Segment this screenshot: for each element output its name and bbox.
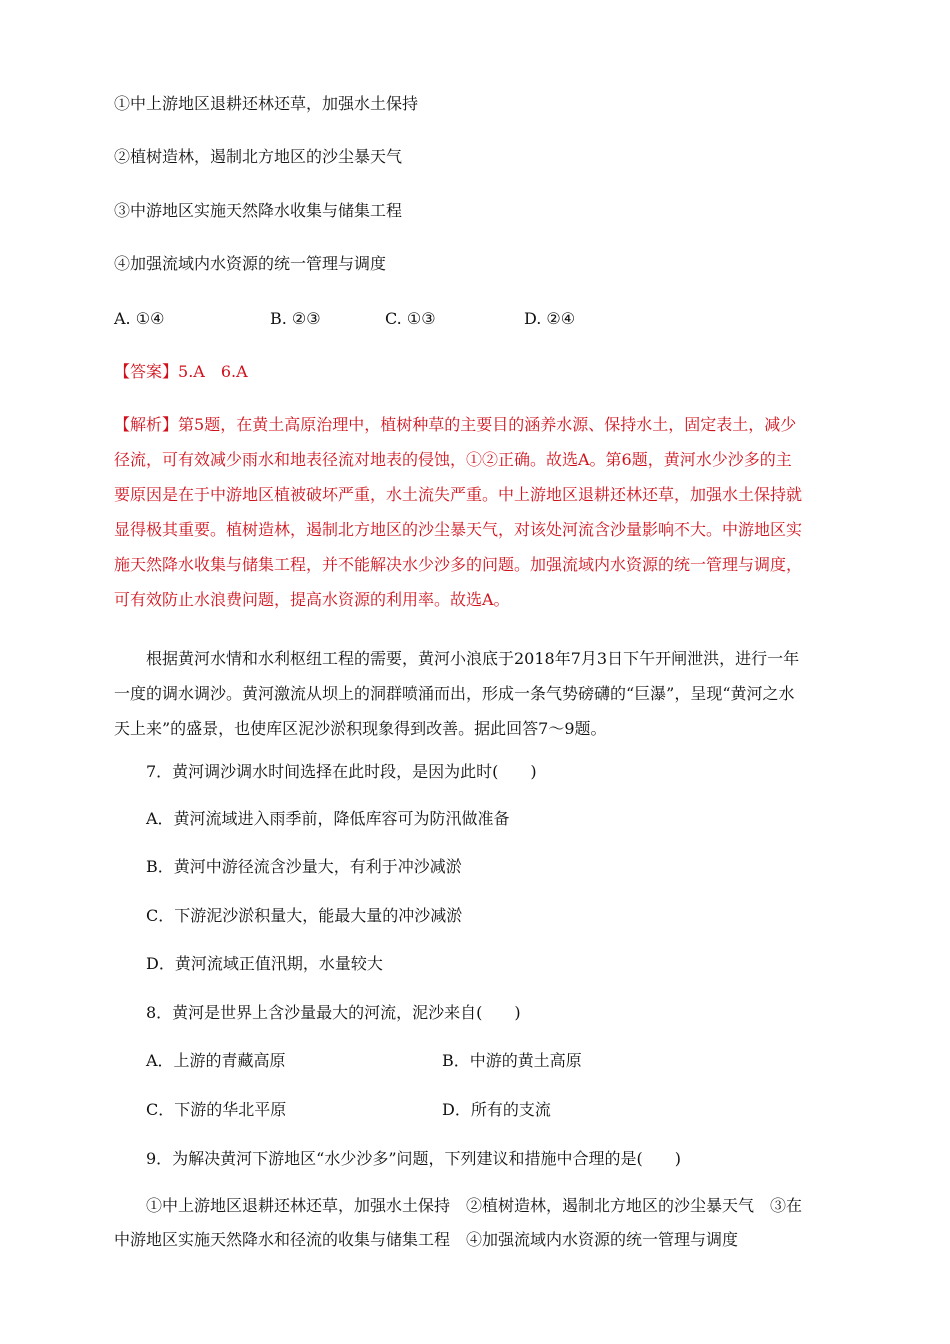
q8-option-d: D．所有的支流	[442, 1100, 551, 1119]
q9-options-line: 中游地区实施天然降水和径流的收集与储集工程 ④加强流域内水资源的统一管理与调度	[114, 1230, 739, 1249]
passage-line: 根据黄河水情和水利枢纽工程的需要，黄河小浪底于2018年7月3日下午开闸泄洪，进行一年	[146, 649, 800, 668]
analysis-line: 径流，可有效减少雨水和地表径流对地表的侵蚀，①②正确。故选A。第6题，黄河水少沙多的主	[114, 450, 792, 469]
q7-option-c: C．下游泥沙淤积量大，能最大量的冲沙减淤	[146, 906, 463, 925]
analysis-line	[114, 407, 836, 442]
q9-stem: 9．为解决黄河下游地区“水少沙多”问题，下列建议和措施中合理的是( )	[146, 1149, 682, 1168]
analysis-line: 显得极其重要。植树造林，遏制北方地区的沙尘暴天气，对该处河流含沙量影响不大。中游地区实	[114, 520, 803, 539]
analysis-text: 第5题，在黄土高原治理中，植树种草的主要目的涵养水源、保持水土，固定表土，减少	[178, 415, 797, 434]
answer-text: 5.A 6.A	[178, 362, 248, 381]
passage-line: 天上来”的盛景，也使库区泥沙淤积现象得到改善。据此回答7～9题。	[114, 719, 607, 738]
q9-options-line: ①中上游地区退耕还林还草，加强水土保持 ②植树造林，遏制北方地区的沙尘暴天气 ③在	[146, 1196, 803, 1215]
analysis-line: 可有效防止水浪费问题，提高水资源的利用率。故选A。	[114, 590, 510, 609]
q8-stem: 8．黄河是世界上含沙量最大的河流，泥沙来自( )	[146, 1003, 521, 1022]
option-item-2: ②植树造林，遏制北方地区的沙尘暴天气	[114, 147, 403, 166]
choice-d: D. ②④	[524, 309, 576, 328]
q7-option-b: B．黄河中游径流含沙量大，有利于冲沙减淤	[146, 857, 462, 876]
q7-option-d: D．黄河流域正值汛期，水量较大	[146, 954, 383, 973]
analysis-line: 要原因是在于中游地区植被破坏严重，水土流失严重。中上游地区退耕还林还草，加强水土保持就	[114, 485, 803, 504]
q8-option-b: B．中游的黄土高原	[442, 1051, 582, 1070]
answer-label: 【答案】	[114, 362, 179, 381]
passage-block	[114, 641, 836, 746]
option-item-3: ③中游地区实施天然降水收集与储集工程	[114, 201, 403, 220]
passage-line: 一度的调水调沙。黄河激流从坝上的洞群喷涌而出，形成一条气势磅礴的“巨瀑”，呈现“黄河之水	[114, 684, 795, 703]
q7-stem: 7．黄河调沙调水时间选择在此时段，是因为此时( )	[146, 762, 537, 781]
analysis-label: 【解析】	[114, 415, 179, 434]
q9-options-block	[114, 1189, 836, 1257]
q8-option-a: A．上游的青藏高原	[146, 1051, 286, 1070]
choice-a: A. ①④	[114, 309, 165, 328]
analysis-line: 施天然降水收集与储集工程，并不能解决水少沙多的问题。加强流域内水资源的统一管理与调度，	[114, 555, 803, 574]
choice-b: B. ②③	[270, 309, 321, 328]
choice-c: C. ①③	[385, 309, 436, 328]
q8-option-c: C．下游的华北平原	[146, 1100, 287, 1119]
option-item-1: ①中上游地区退耕还林还草，加强水土保持	[114, 94, 419, 113]
option-item-4: ④加强流域内水资源的统一管理与调度	[114, 254, 387, 273]
analysis-block	[114, 407, 836, 617]
q7-option-a: A．黄河流域进入雨季前，降低库容可为防汛做准备	[146, 809, 510, 828]
answer-line	[114, 361, 248, 383]
